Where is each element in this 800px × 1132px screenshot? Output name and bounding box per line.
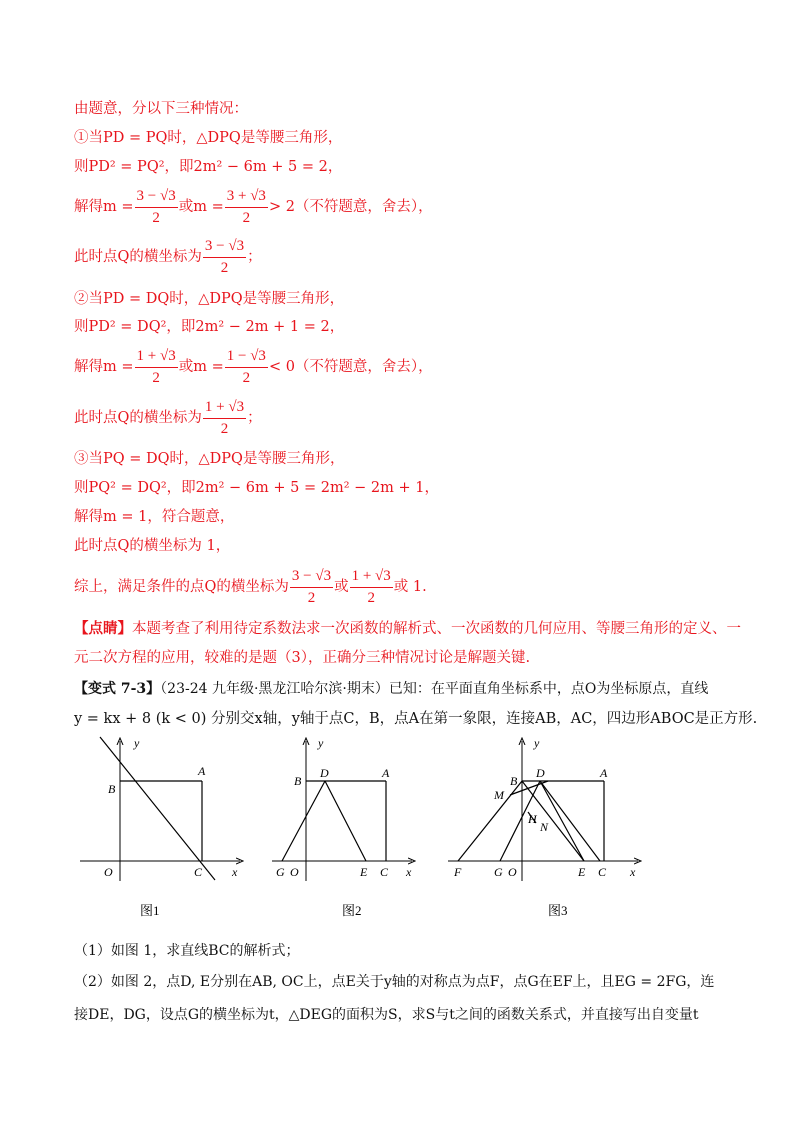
label-a: A	[600, 766, 608, 780]
fraction-numerator: 1 + √3	[350, 568, 393, 588]
fraction-numerator: 1 + √3	[203, 399, 246, 419]
summary-end: 或 1.	[393, 578, 427, 595]
segment-de	[325, 781, 366, 861]
label-x: x	[406, 865, 412, 879]
label-e: E	[360, 865, 368, 879]
case1-solve-label: 解得m =	[74, 198, 134, 215]
label-o: O	[508, 865, 517, 879]
label-e: E	[578, 865, 586, 879]
fraction-numerator: 3 − √3	[290, 568, 333, 588]
problem-line1	[74, 682, 708, 696]
case2-fraction-b	[225, 348, 268, 386]
fraction-denominator: 2	[152, 209, 160, 226]
question-2-line2: 接DE，DG，设点G的横坐标为t，△DEG的面积为S，求S与t之间的函数关系式，并直接写出自变量t	[74, 1007, 699, 1023]
comment-text-1: 本题考查了利用待定系数法求一次函数的解析式、一次函数的几何应用、等腰三角形的定义、一	[132, 621, 741, 637]
label-n: N	[540, 820, 549, 834]
case3-line3: 解得m = 1，符合题意，	[74, 509, 235, 525]
label-o: O	[104, 865, 113, 879]
comment-tag: 【点睛】	[74, 620, 132, 637]
case1-or: 或m =	[178, 198, 224, 215]
fraction-numerator: 1 + √3	[135, 348, 178, 368]
case2-fraction-a	[135, 348, 178, 386]
case2-line4	[74, 399, 262, 437]
case3-line4: 此时点Q的横坐标为 1，	[74, 538, 231, 554]
case2-line1: ②当PD = DQ时，△DPQ是等腰三角形，	[74, 291, 345, 307]
case2-line2: 则PD² = DQ²，即2m² − 2m + 1 = 2，	[74, 319, 345, 335]
fraction-denominator: 2	[367, 589, 375, 606]
fraction-numerator: 1 − √3	[225, 348, 268, 368]
label-y: y	[534, 736, 540, 750]
case1-end: ；	[247, 248, 262, 265]
figure-3-caption: 图3	[548, 903, 568, 918]
label-g: G	[494, 865, 503, 879]
question-2-line1: （2）如图 2，点D, E分别在AB, OC上，点E关于y轴的对称点为点F，点G在EF上，且EG = 2FG，连	[74, 974, 715, 990]
label-x: x	[630, 865, 636, 879]
label-y: y	[318, 736, 324, 750]
figure-3	[448, 735, 648, 885]
fraction-numerator: 3 + √3	[225, 188, 268, 208]
fraction-denominator: 2	[242, 369, 251, 386]
fraction-numerator: 3 − √3	[203, 238, 246, 258]
case1-line1: ①当PD = PQ时，△DPQ是等腰三角形，	[74, 130, 343, 146]
case1-result-label: 此时点Q的横坐标为	[74, 248, 202, 265]
figure-2	[272, 735, 422, 885]
case2-line3	[74, 348, 433, 386]
case2-fraction-c	[203, 399, 246, 437]
case1-line4	[74, 238, 262, 276]
label-f: F	[454, 865, 462, 879]
summary-label: 综上，满足条件的点Q的横坐标为	[74, 578, 289, 595]
label-y: y	[134, 736, 140, 750]
problem-tag: 【变式 7-3】	[74, 681, 161, 697]
problem-line2: y = kx + 8 (k < 0) 分别交x轴，y轴于点C，B，点A在第一象限，连接AB，AC，四边形ABOC是正方形.	[74, 711, 758, 727]
case1-fraction-b	[225, 188, 268, 226]
comment-line2: 元二次方程的应用，较难的是题（3），正确分三种情况讨论是解题关键.	[74, 650, 531, 666]
case1-reject-note: > 2（不符题意，舍去），	[268, 198, 433, 215]
summary-fraction-b	[350, 568, 393, 606]
label-h: H	[528, 812, 537, 826]
figure-2-diagram	[272, 735, 422, 885]
question-1: （1）如图 1，求直线BC的解析式；	[74, 943, 300, 959]
case1-fraction-c	[203, 238, 246, 276]
segment-fb	[458, 781, 522, 861]
label-d: D	[536, 766, 545, 780]
label-c: C	[598, 865, 607, 879]
fraction-denominator: 2	[242, 209, 251, 226]
label-b: B	[510, 774, 518, 788]
figure-2-caption: 图2	[342, 903, 362, 918]
label-b: B	[108, 782, 116, 796]
label-o: O	[290, 865, 299, 879]
segment-dg	[282, 781, 325, 861]
figure-1-caption: 图1	[140, 903, 160, 918]
label-x: x	[232, 865, 238, 879]
fraction-denominator: 2	[307, 589, 316, 606]
case3-line2: 则PQ² = DQ²，即2m² − 6m + 5 = 2m² − 2m + 1，	[74, 480, 439, 496]
summary-fraction-a	[290, 568, 333, 606]
case1-line2: 则PD² = PQ²，即2m² − 6m + 5 = 2，	[74, 159, 343, 175]
problem-source: （23-24 九年级·黑龙江哈尔滨·期末）	[160, 681, 389, 697]
label-c: C	[194, 865, 203, 879]
summary-or: 或	[334, 578, 349, 595]
figure-1	[80, 735, 250, 885]
segment-dc	[540, 781, 600, 861]
case3-line1: ③当PQ = DQ时，△DPQ是等腰三角形，	[74, 451, 345, 467]
fraction-denominator: 2	[220, 420, 229, 437]
fraction-numerator: 3 − √3	[135, 188, 178, 208]
summary-line	[74, 568, 427, 606]
case2-end: ；	[247, 409, 262, 426]
case1-line3	[74, 188, 433, 226]
fraction-denominator: 2	[152, 369, 160, 386]
comment-line1	[74, 622, 741, 637]
fraction-denominator: 2	[220, 259, 229, 276]
problem-statement-1: 已知：在平面直角坐标系中，点O为坐标原点，直线	[388, 681, 709, 697]
line-bc	[100, 737, 215, 880]
case1-fraction-a	[135, 188, 178, 226]
label-g: G	[276, 865, 285, 879]
figure-1-diagram	[80, 735, 250, 885]
label-m: M	[494, 788, 504, 802]
figure-3-diagram	[448, 735, 648, 885]
case2-solve-label: 解得m =	[74, 358, 134, 375]
label-b: B	[294, 774, 302, 788]
case2-or: 或m =	[178, 358, 224, 375]
label-d: D	[320, 766, 329, 780]
label-a: A	[198, 764, 206, 778]
case2-reject-note: < 0（不符题意，舍去），	[268, 358, 433, 375]
label-a: A	[382, 766, 390, 780]
solution-intro: 由题意，分以下三种情况：	[74, 101, 248, 117]
case2-result-label: 此时点Q的横坐标为	[74, 409, 202, 426]
label-c: C	[380, 865, 389, 879]
